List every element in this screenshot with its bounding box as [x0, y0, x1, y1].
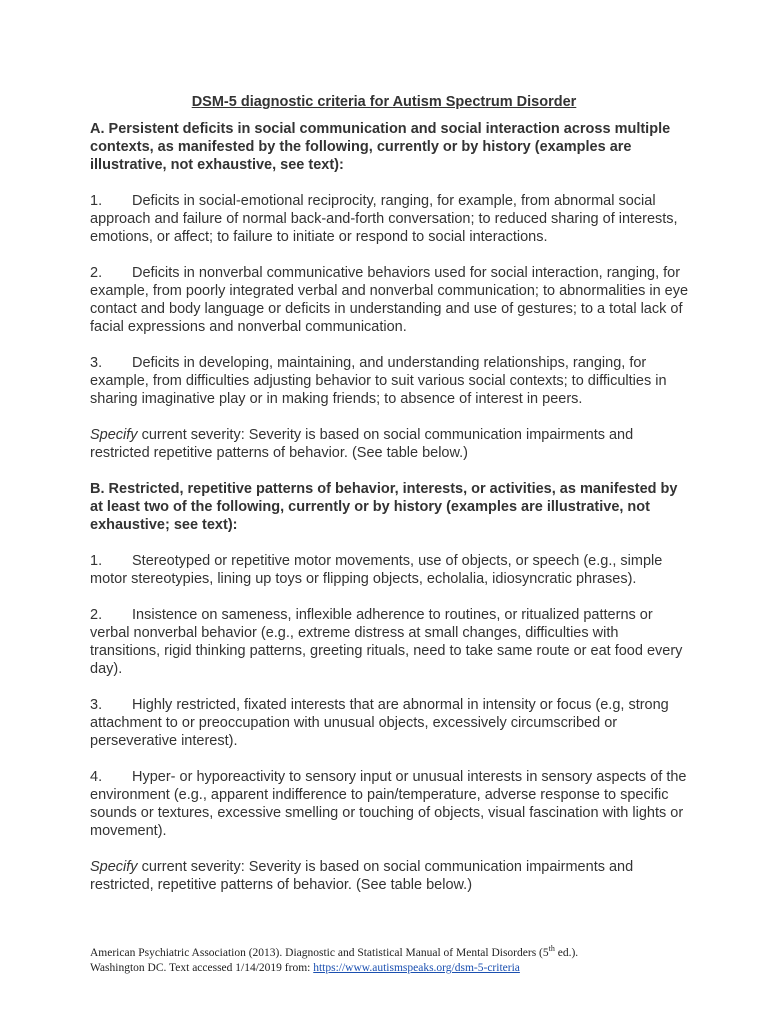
- citation-line-2: [90, 961, 710, 976]
- list-item: [90, 606, 690, 678]
- item-text: Highly restricted, fixated interests that are abnormal in intensity or focus (e.g, strong attachment to or preoccupation with unusual objects, excessively circumscribed or perseverative interest).: [90, 697, 669, 749]
- item-text: Deficits in social-emotional reciprocity, ranging, for example, from abnormal social approach and failure of normal back-and-forth conversation; to reduced sharing of interests, emotions, or affect; to failure to initiate or respond to social interactions.: [90, 193, 678, 245]
- list-item: [90, 264, 690, 336]
- item-number: 1.: [90, 193, 103, 209]
- citation-text: American Psychiatric Association (2013). Diagnostic and Statistical Manual of Mental Disorders (5: [90, 947, 549, 959]
- page-title: DSM-5 diagnostic criteria for Autism Spectrum Disorder: [191, 94, 577, 110]
- specify-severity-a: [90, 426, 690, 462]
- item-number: 1.: [90, 553, 103, 569]
- item-number: 2.: [90, 265, 103, 281]
- item-number: 2.: [90, 607, 103, 623]
- list-item: [90, 696, 690, 750]
- item-number: 3.: [90, 355, 103, 371]
- citation-prefix: Washington DC. Text accessed 1/14/2019 from:: [90, 962, 314, 974]
- item-text: Stereotyped or repetitive motor movements, use of objects, or speech (e.g., simple motor stereotypies, lining up toys or flipping objects, echolalia, idiosyncratic phrases).: [90, 553, 663, 587]
- list-item: [90, 552, 690, 588]
- item-text: Deficits in developing, maintaining, and understanding relationships, ranging, for example, from difficulties adjusting behavior to suit various social contexts; to difficulties in sharing imaginative play or in making friends; to absence of interest in peers.: [90, 355, 667, 407]
- list-item: [90, 768, 690, 840]
- section-b-heading: B. Restricted, repetitive patterns of behavior, interests, or activities, as manifested by at least two of the following, currently or by history (examples are illustrative, not exhaustive; see text):: [90, 481, 678, 533]
- item-text: Deficits in nonverbal communicative behaviors used for social interaction, ranging, for example, from poorly integrated verbal and nonverbal communication; to abnormalities in eye contact and body language or deficits in understanding and use of gestures; to a total lack of facial expressions and nonverbal communication.: [90, 265, 689, 335]
- section-a-heading: A. Persistent deficits in social communication and social interaction across multiple contexts, as manifested by the following, currently or by history (examples are illustrative, not exhaustive, see text):: [90, 121, 671, 173]
- citation-footer: [90, 946, 710, 976]
- document-body: [90, 120, 690, 912]
- source-link[interactable]: https://www.autismspeaks.org/dsm-5-criteria: [313, 962, 520, 974]
- citation-text-end: ed.).: [554, 947, 579, 959]
- specify-text: current severity: Severity is based on social communication impairments and restricted, repetitive patterns of behavior. (See table below.): [90, 859, 634, 893]
- specify-label: Specify: [90, 859, 138, 875]
- item-text: Hyper- or hyporeactivity to sensory input or unusual interests in sensory aspects of the environment (e.g., apparent indifference to pain/temperature, adverse response to specific sounds or textures, excessive smelling or touching of objects, visual fascination with lights or movement).: [90, 769, 687, 839]
- citation-line-1: [90, 946, 710, 961]
- list-item: [90, 192, 690, 246]
- list-item: [90, 354, 690, 408]
- specify-text: current severity: Severity is based on social communication impairments and restricted repetitive patterns of behavior. (See table below.): [90, 427, 634, 461]
- specify-severity-b: [90, 858, 690, 894]
- item-number: 4.: [90, 769, 103, 785]
- edition-superscript: th: [548, 944, 555, 954]
- item-text: Insistence on sameness, inflexible adherence to routines, or ritualized patterns or verbal nonverbal behavior (e.g., extreme distress at small changes, difficulties with transitions, rigid thinking patterns, greeting rituals, need to take same route or eat food every day).: [90, 607, 683, 677]
- item-number: 3.: [90, 697, 103, 713]
- specify-label: Specify: [90, 427, 138, 443]
